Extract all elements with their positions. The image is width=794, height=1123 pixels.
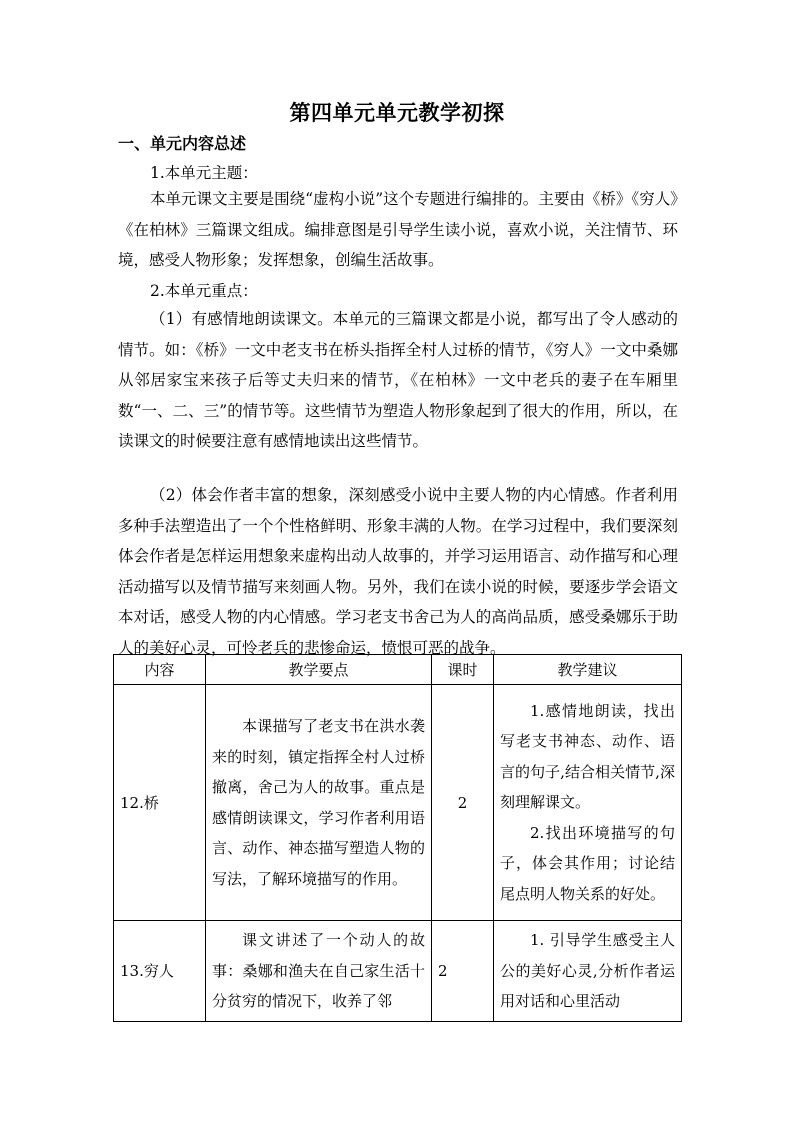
class-hours-cell: 2 — [432, 921, 494, 1022]
header-content: 内容 — [114, 655, 206, 685]
advice-item: 1. 引导学生感受主人公的美好心灵,分析作者运用对话和心里活动 — [500, 931, 675, 1010]
lesson-plan-table — [113, 654, 682, 1022]
header-class-hours: 课时 — [432, 655, 494, 685]
table-row — [114, 685, 682, 921]
class-hours-cell: 2 — [432, 685, 494, 921]
theme-paragraph: 本单元课文主要是围绕“虚构小说”这个专题进行编排的。主要由《桥》《穷人》《在柏林》三篇课文组成。编排意图是引导学生读小说，喜欢小说，关注情节、环境，感受人物形象；发挥想象，创编生活故事。 — [118, 190, 678, 269]
teaching-points-text: 本课描写了老支书在洪水袭来的时刻，镇定指挥全村人过桥撤离，舍己为人的故事。重点是感情朗读课文，学习作者利用语言、动作、神态描写塑造人物的写法，了解环境描写的作用。 — [212, 717, 425, 888]
table-row — [114, 921, 682, 1022]
table-header-row — [114, 655, 682, 685]
advice-item: 2.找出环境描写的句子，体会其作用；讨论结尾点明人物关系的好处。 — [500, 823, 675, 903]
key-point-paragraph-1: （1）有感情地朗读课文。本单元的三篇课文都是小说，都写出了令人感动的情节。如：《桥》一文中老支书在桥头指挥全村人过桥的情节，《穷人》一文中桑娜从邻居家宝来孩子后等丈夫归来的情节，《在柏林》一文中老兵的妻子在车厢里数“一、二、三”的情节等。这些情节为塑造人物形象起到了很大的作用，所以，在读课文的时候要注意有感情地读出这些情节。 — [118, 310, 678, 450]
advice-item: 1.感情地朗读，找出写老支书神态、动作、语言的句子,结合相关情节,深刻理解课文。 — [500, 701, 675, 812]
section-heading-overview: 一、单元内容总述 — [118, 134, 247, 153]
teaching-points-cell — [206, 685, 432, 921]
teaching-advice-cell — [494, 685, 682, 921]
theme-heading: 1.本单元主题： — [150, 164, 258, 182]
key-point-paragraph-2: （2）体会作者丰富的想象，深刻感受小说中主要人物的内心情感。作者利用多种手法塑造出了一个个性格鲜明、形象丰满的人物。在学习过程中，我们要深刻体会作者是怎样运用想象来虚构出动人故事的，并学习运用语言、动作描写和心理活动描写以及情节描写来刻画人物。另外，我们在读小说的时候，要逐步学会语文本对话，感受人物的内心情感。学习老支书舍己为人的高尚品质，感受桑娜乐于助人的美好心灵，可怜老兵的悲惨命运，愤恨可恶的战争。 — [118, 486, 678, 657]
document-title: 第四单元单元教学初探 — [289, 100, 505, 125]
header-teaching-points: 教学要点 — [206, 655, 432, 685]
teaching-points-text: 课文讲述了一个动人的故事：桑娜和渔夫在自己家生活十分贫穷的情况下，收养了邻 — [212, 931, 425, 1010]
key-points-heading: 2.本单元重点： — [150, 282, 258, 300]
lesson-title-cell: 12.桥 — [114, 685, 206, 921]
teaching-points-cell — [206, 921, 432, 1022]
header-teaching-advice: 教学建议 — [494, 655, 682, 685]
lesson-title-cell: 13.穷人 — [114, 921, 206, 1022]
teaching-advice-cell — [494, 921, 682, 1022]
